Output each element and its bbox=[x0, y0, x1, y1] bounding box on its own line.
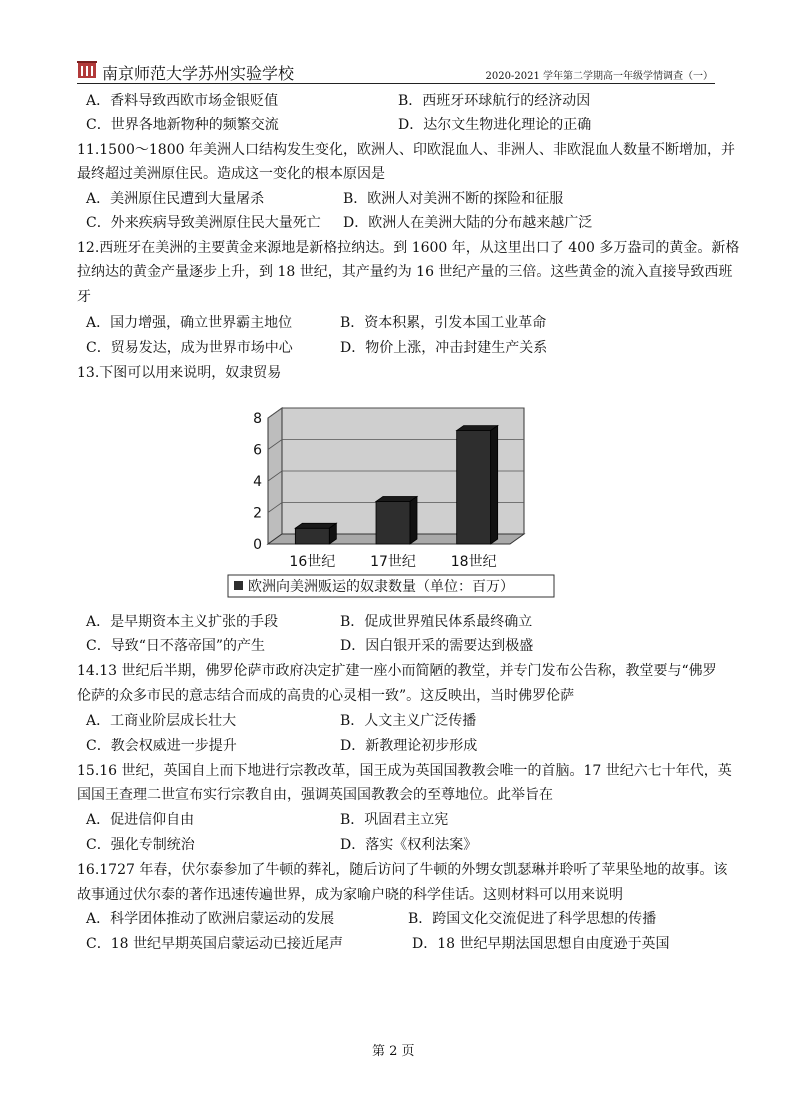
chart-legend-swatch bbox=[234, 581, 243, 590]
chart-y-tick: 2 bbox=[253, 505, 262, 522]
chart-y-tick: 6 bbox=[253, 442, 262, 459]
chart-y-tick-labels bbox=[253, 411, 262, 553]
q13-option-b: B．促成世界殖民体系最终确立 bbox=[340, 614, 533, 630]
chart-bar bbox=[457, 426, 498, 544]
chart-bar-front bbox=[376, 501, 410, 544]
q12-option-d: D．物价上涨，冲击封建生产关系 bbox=[340, 340, 548, 356]
chart-x-tick: 16世纪 bbox=[289, 554, 336, 570]
q14-option-c: C．教会权威进一步提升 bbox=[86, 738, 237, 754]
q14-stem-line1: 14.13 世纪后半期，佛罗伦萨市政府决定扩建一座小而简陋的教堂，并专门发布公告称，教堂要与“佛罗 bbox=[77, 663, 717, 679]
q14-stem-line2: 伦萨的众多市民的意志结合而成的高贵的心灵相一致”。这反映出，当时佛罗伦萨 bbox=[77, 688, 575, 704]
page-number: 第 2 页 bbox=[372, 1044, 415, 1059]
q12-option-b: B．资本积累，引发本国工业革命 bbox=[340, 315, 547, 331]
q12-stem-line2: 拉纳达的黄金产量逐步上升，到 18 世纪，其产量约为 16 世纪产量的三倍。这些黄金的流入直接导致西班 bbox=[77, 264, 733, 280]
q16-option-b: B．跨国文化交流促进了科学思想的传播 bbox=[408, 911, 657, 927]
q15-option-a: A．促进信仰自由 bbox=[86, 812, 195, 828]
exam-title: 2020-2021 学年第二学期高一年级学情调查（一） bbox=[485, 71, 713, 82]
q16-stem-line1: 16.1727 年春，伏尔泰参加了牛顿的葬礼，随后访问了牛顿的外甥女凯瑟琳并聆听了苹果坠地的故事。该 bbox=[77, 862, 728, 878]
chart-bar-front bbox=[295, 528, 329, 544]
q11-option-d: D．欧洲人在美洲大陆的分布越来越广泛 bbox=[343, 215, 593, 231]
q15-stem-line2: 国国王查理二世宣布实行宗教自由，强调英国国教教会的至尊地位。此举旨在 bbox=[77, 787, 553, 803]
chart-bar bbox=[376, 496, 417, 544]
q10-option-a: A．香料导致西欧市场金银贬值 bbox=[86, 93, 279, 109]
chart-legend bbox=[228, 575, 554, 597]
q13-option-a: A．是早期资本主义扩张的手段 bbox=[86, 614, 279, 630]
q15-option-c: C．强化专制统治 bbox=[86, 837, 195, 853]
school-logo-icon bbox=[77, 60, 97, 80]
q10-option-d: D．达尔文生物进化理论的正确 bbox=[398, 117, 592, 133]
q13-option-d: D．因白银开采的需要达到极盛 bbox=[340, 638, 534, 654]
chart-x-tick: 17世纪 bbox=[370, 554, 416, 570]
chart-bar-side bbox=[491, 426, 498, 544]
q13-stem: 13.下图可以用来说明，奴隶贸易 bbox=[77, 365, 282, 381]
q14-option-b: B．人文主义广泛传播 bbox=[340, 713, 477, 729]
chart-y-tick: 0 bbox=[253, 537, 262, 553]
q11-option-c: C．外来疾病导致美洲原住民大量死亡 bbox=[86, 215, 321, 231]
q12-stem-line3: 牙 bbox=[77, 289, 91, 305]
q11-stem-line2: 最终超过美洲原住民。造成这一变化的根本原因是 bbox=[77, 166, 385, 182]
chart-bar-side bbox=[410, 496, 417, 544]
q11-option-b: B．欧洲人对美洲不断的探险和征服 bbox=[343, 191, 564, 207]
q13-option-c: C．导致“日不落帝国”的产生 bbox=[86, 638, 266, 654]
school-name: 南京师范大学苏州实验学校 bbox=[102, 64, 295, 83]
q14-option-a: A．工商业阶层成长壮大 bbox=[86, 713, 237, 729]
q12-stem-line1: 12.西班牙在美洲的主要黄金来源地是新格拉纳达。到 1600 年，从这里出口了 400 多万盎司的黄金。新格 bbox=[77, 240, 740, 256]
chart-x-tick-labels bbox=[289, 554, 496, 570]
q15-option-d: D．落实《权利法案》 bbox=[340, 837, 478, 853]
q16-option-d: D．18 世纪早期法国思想自由度逊于英国 bbox=[412, 936, 670, 952]
q15-option-b: B．巩固君主立宪 bbox=[340, 812, 449, 828]
q14-option-d: D．新教理论初步形成 bbox=[340, 738, 478, 754]
chart-y-tick: 8 bbox=[253, 411, 262, 427]
q12-option-c: C．贸易发达，成为世界市场中心 bbox=[86, 340, 293, 356]
chart-x-tick: 18世纪 bbox=[450, 554, 497, 570]
q11-stem-line1: 11.1500～1800 年美洲人口结构发生变化，欧洲人、印欧混血人、非洲人、非欧混血人数量不断增加，并 bbox=[77, 142, 735, 158]
slave-trade-bar-chart bbox=[220, 392, 560, 612]
q10-option-b: B．西班牙环球航行的经济动因 bbox=[398, 93, 591, 109]
chart-bar-front bbox=[457, 431, 491, 544]
q10-option-c: C．世界各地新物种的频繁交流 bbox=[86, 117, 279, 133]
chart-bar bbox=[295, 523, 336, 544]
chart-y-tick: 4 bbox=[253, 474, 262, 490]
q15-stem-line1: 15.16 世纪，英国自上而下地进行宗教改革，国王成为英国国教教会唯一的首脑。17 世纪六七十年代，英 bbox=[77, 763, 732, 779]
q16-stem-line2: 故事通过伏尔泰的著作迅速传遍世界，成为家喻户晓的科学佳话。这则材料可以用来说明 bbox=[77, 887, 623, 903]
q16-option-a: A．科学团体推动了欧洲启蒙运动的发展 bbox=[86, 911, 335, 927]
q12-option-a: A．国力增强，确立世界霸主地位 bbox=[86, 315, 293, 331]
chart-legend-label: 欧洲向美洲贩运的奴隶数量（单位：百万） bbox=[248, 579, 514, 595]
header-rule bbox=[77, 83, 715, 84]
q11-option-a: A．美洲原住民遭到大量屠杀 bbox=[86, 191, 265, 207]
q16-option-c: C．18 世纪早期英国启蒙运动已接近尾声 bbox=[86, 936, 343, 952]
